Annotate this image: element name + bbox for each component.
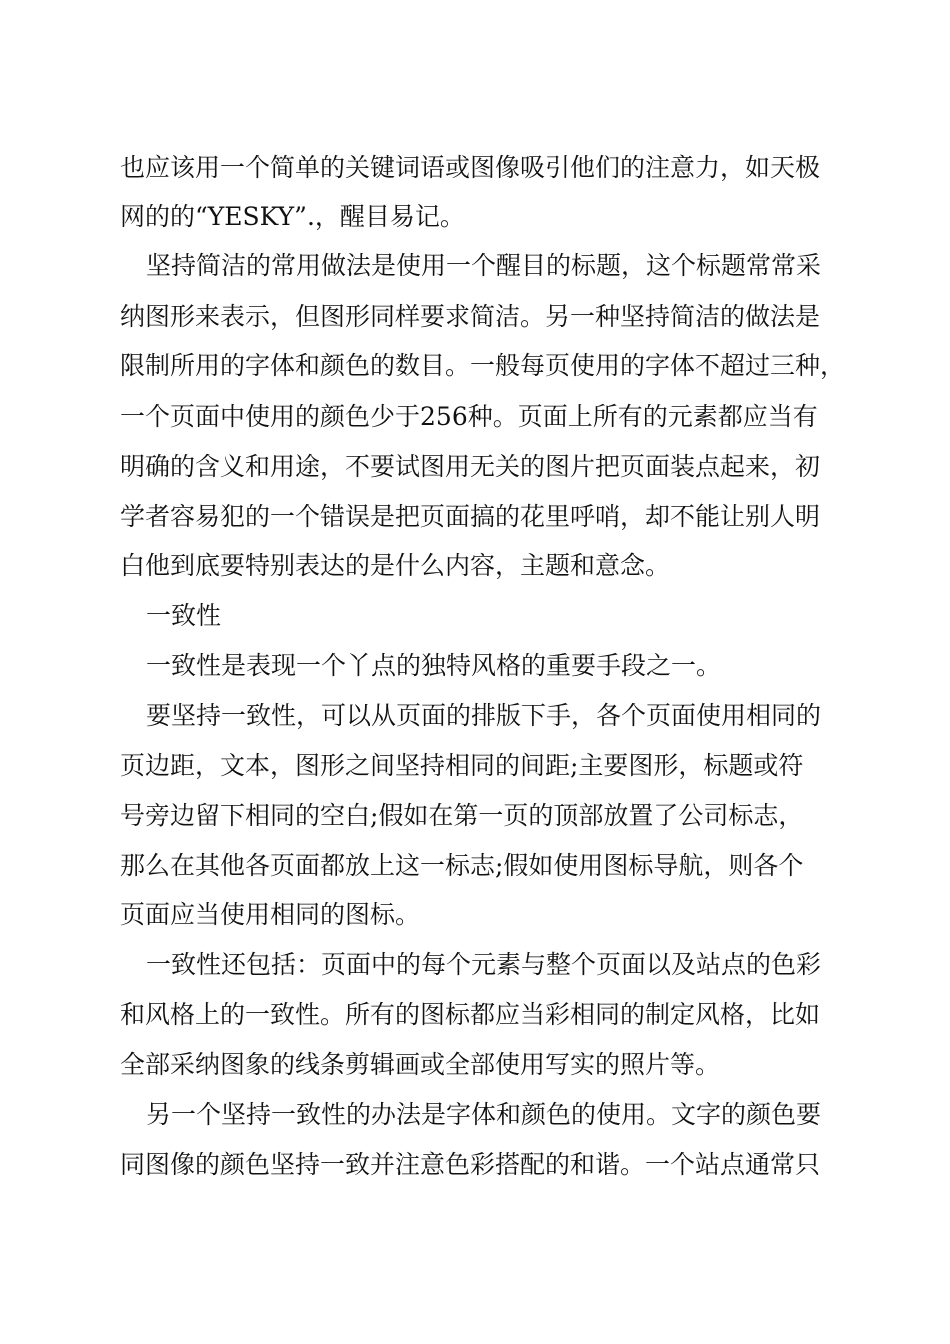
text-line: 白他到底要特别表达的是什么内容，主题和意念。 (120, 551, 671, 580)
text-line: 同图像的颜色坚持一致并注意色彩搭配的和谐。一个站点通常只 (120, 1150, 821, 1179)
text-line: 页面应当使用相同的图标。 (120, 900, 421, 929)
text-line: 限制所用的字体和颜色的数目。一般每页使用的字体不超过三种， (120, 351, 846, 380)
text-line: 和风格上的一致性。所有的图标都应当彩相同的制定风格，比如 (120, 1000, 821, 1029)
text-line: 学者容易犯的一个错误是把页面搞的花里呼哨，却不能让别人明 (120, 502, 821, 531)
paragraph-start-line: 坚持简洁的常用做法是使用一个醒目的标题，这个标题常常采 (146, 251, 822, 280)
text-line: 纳图形来表示，但图形同样要求简洁。另一种坚持简洁的做法是 (120, 302, 821, 331)
text-line: 一个页面中使用的颜色少于256种。页面上所有的元素都应当有 (120, 402, 818, 431)
paragraph-start-line: 另一个坚持一致性的办法是字体和颜色的使用。文字的颜色要 (146, 1100, 822, 1129)
paragraph-start-line: 一致性是表现一个丫点的独特风格的重要手段之一。 (146, 651, 722, 680)
text-line: 页边距，文本，图形之间坚持相同的间距;主要图形，标题或符 (120, 751, 804, 780)
text-line: 全部采纳图象的线条剪辑画或全部使用写实的照片等。 (120, 1050, 721, 1079)
text-line: 也应该用一个简单的关键词语或图像吸引他们的注意力，如天极 (120, 153, 821, 182)
text-line: 明确的含义和用途，不要试图用无关的图片把页面装点起来，初 (120, 452, 821, 481)
text-line: 号旁边留下相同的空白;假如在第一页的顶部放置了公司标志， (120, 801, 804, 830)
text-line: 那么在其他各页面都放上这一标志;假如使用图标导航，则各个 (120, 851, 804, 880)
paragraph-start-line: 一致性还包括：页面中的每个元素与整个页面以及站点的色彩 (146, 950, 822, 979)
paragraph-start-line: 要坚持一致性，可以从页面的排版下手，各个页面使用相同的 (146, 701, 822, 730)
text-line: 网的的“YESKY”.，醒目易记。 (120, 202, 465, 231)
section-heading: 一致性 (146, 601, 222, 630)
